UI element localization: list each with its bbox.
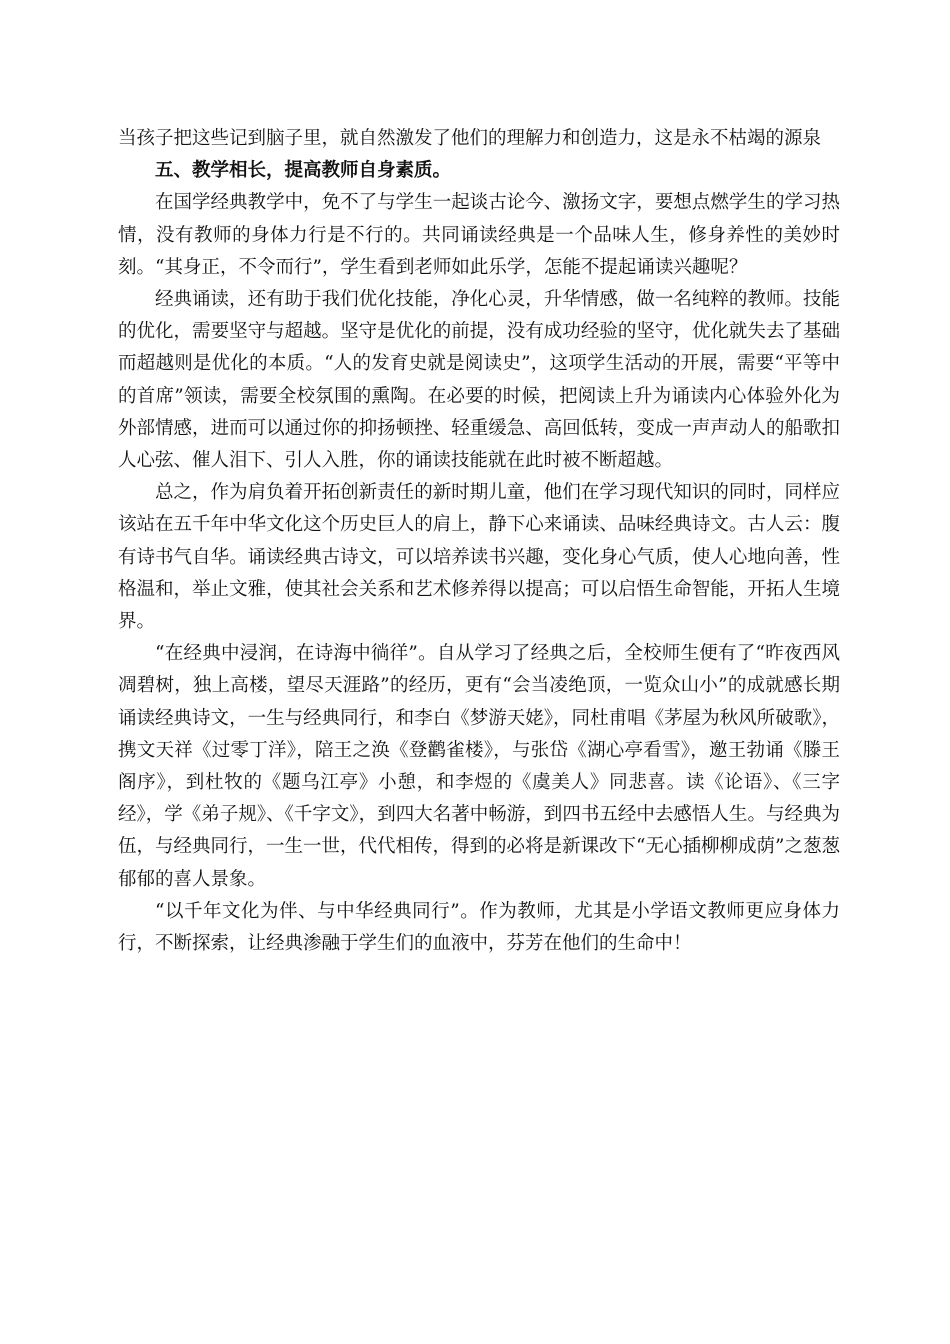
paragraph: 总之，作为肩负着开拓创新责任的新时期儿童，他们在学习现代知识的同时，同样应该站在五千年中华文化这个历史巨人的肩上，静下心来诵读、品味经典诗文。古人云：腹有诗书气自华。诵读经典古诗文，可以培养读书兴趣，变化身心气质，使人心地向善，性格温和，举止文雅，使其社会关系和艺术修养得以提高；可以启悟生命智能，开拓人生境界。 (118, 482, 840, 633)
section-heading: 五、教学相长，提高教师自身素质。 (155, 160, 452, 182)
paragraph: 经典诵读，还有助于我们优化技能，净化心灵，升华情感，做一名纯粹的教师。技能的优化，需要坚守与超越。坚守是优化的前提，没有成功经验的坚守，优化就失去了基础而超越则是优化的本质。“人的发育史就是阅读史”，这项学生活动的开展，需要“平等中的首席”领读，需要全校氛围的熏陶。在必要的时候，把阅读上升为诵读内心体验外化为外部情感，进而可以通过你的抑扬顿挫、轻重缓急、高回低转，变成一声声动人的船歌扣人心弦、催人泪下、引人入胜，你的诵读技能就在此时被不断超越。 (118, 289, 840, 472)
paragraph: “以千年文化为伴、与中华经典同行”。作为教师，尤其是小学语文教师更应身体力行，不断探索，让经典渗融于学生们的血液中，芬芳在他们的生命中！ (118, 900, 840, 955)
paragraph-continuation: 当孩子把这些记到脑子里，就自然激发了他们的理解力和创造力，这是永不枯竭的源泉 (118, 128, 822, 149)
paragraph: “在经典中浸润，在诗海中徜徉”。自从学习了经典之后，全校师生便有了“昨夜西风凋碧树，独上高楼，望尽天涯路”的经历，更有“会当凌绝顶，一览众山小”的成就感长期诵读经典诗文，一生与经典同行，和李白《梦游天姥》，同杜甫唱《茅屋为秋风所破歌》，携文天祥《过零丁洋》，陪王之涣《登鹳雀楼》，与张岱《湖心亭看雪》，邀王勃诵《滕王阁序》，到杜牧的《题乌江亭》小憩，和李煜的《虞美人》同悲喜。读《论语》、《三字经》，学《弟子规》、《千字文》，到四大名著中畅游，到四书五经中去感悟人生。与经典为伍，与经典同行，一生一世，代代相传，得到的必将是新课改下“无心插柳柳成荫”之葱葱郁郁的喜人景象。 (118, 643, 840, 890)
paragraph: 在国学经典教学中，免不了与学生一起谈古论今、激扬文字，要想点燃学生的学习热情，没有教师的身体力行是不行的。共同诵读经典是一个品味人生，修身养性的美妙时刻。“其身正，不令而行”，学生看到老师如此乐学，怎能不提起诵读兴趣呢？ (118, 192, 840, 278)
document-body (118, 123, 840, 960)
